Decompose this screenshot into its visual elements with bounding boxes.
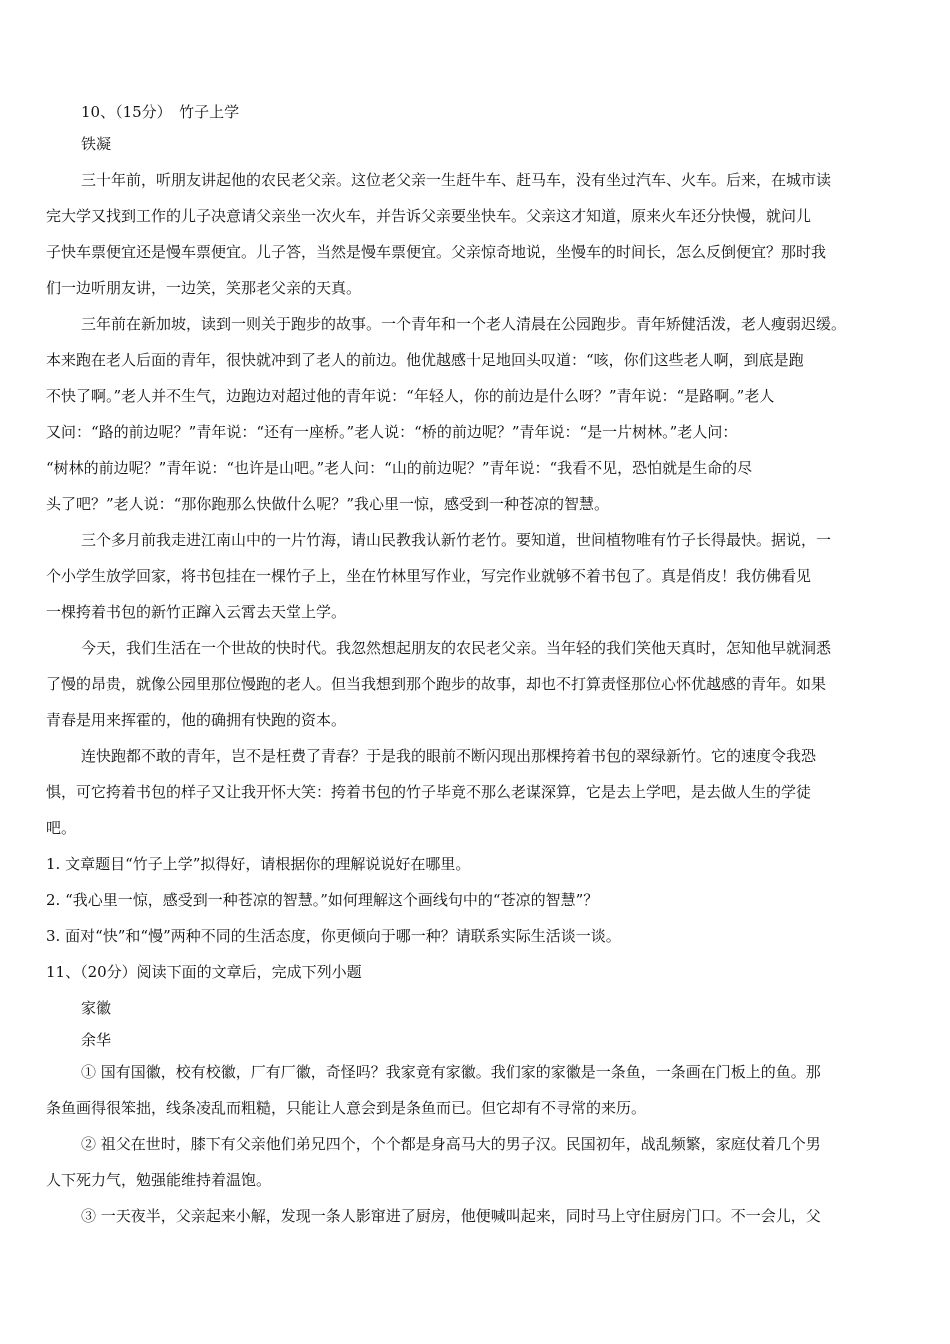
- text-line: 三个多月前我走进江南山中的一片竹海，请山民教我认新竹老竹。要知道，世间植物唯有竹子长得最快。据说，一: [81, 531, 832, 549]
- text-line: ③ 一天夜半，父亲起来小解，发现一条人影窜进了厨房，他便喊叫起来，同时马上守住厨房门口。不一会儿，父: [81, 1207, 821, 1225]
- text-line: 子快车票便宜还是慢车票便宜。儿子答，当然是慢车票便宜。父亲惊奇地说，坐慢车的时间长，怎么反倒便宜？那时我: [46, 243, 827, 261]
- question-11-header: 11、（20分）阅读下面的文章后，完成下列小题: [46, 963, 362, 981]
- text-line: 惧，可它挎着书包的样子又让我开怀大笑：挎着书包的竹子毕竟不那么老谋深算，它是去上学吧，是去做人生的学徒: [46, 783, 812, 801]
- sub-question-3: 3. 面对“快”和“慢”两种不同的生活态度，你更倾向于哪一种？请联系实际生活谈一谈。: [46, 927, 621, 945]
- text-line: 不快了啊。”老人并不生气，边跑边对超过他的青年说：“年轻人，你的前边是什么呀？”青年说：“是路啊。”老人: [46, 387, 775, 405]
- text-line: 吧。: [46, 819, 77, 837]
- text-line: 了慢的昂贵，就像公园里那位慢跑的老人。但当我想到那个跑步的故事，却也不打算责怪那位心怀优越感的青年。如果: [46, 675, 827, 693]
- question-10-author: 铁凝: [81, 135, 112, 153]
- text-line: ② 祖父在世时，膝下有父亲他们弟兄四个，个个都是身高马大的男子汉。民国初年，战乱频繁，家庭仗着几个男: [81, 1135, 821, 1153]
- text-line: 人下死力气，勉强能维持着温饱。: [46, 1171, 272, 1189]
- question-11-author: 余华: [81, 1031, 112, 1049]
- text-line: 三年前在新加坡，读到一则关于跑步的故事。一个青年和一个老人清晨在公园跑步。青年矫健活泼，老人瘦弱迟缓。: [81, 315, 847, 333]
- text-line: 三十年前，听朋友讲起他的农民老父亲。这位老父亲一生赶牛车、赶马车，没有坐过汽车、火车。后来，在城市读: [81, 171, 832, 189]
- text-line: 条鱼画得很笨拙，线条凌乱而粗糙，只能让人意会到是条鱼而已。但它却有不寻常的来历。: [46, 1099, 647, 1117]
- sub-question-1: 1. 文章题目“竹子上学”拟得好，请根据你的理解说说好在哪里。: [46, 855, 471, 873]
- question-10-header: 10、（15分） 竹子上学: [81, 103, 240, 121]
- text-line: 今天，我们生活在一个世故的快时代。我忽然想起朋友的农民老父亲。当年轻的我们笑他天真时，怎知他早就洞悉: [81, 639, 832, 657]
- text-line: 个小学生放学回家，将书包挂在一棵竹子上，坐在竹林里写作业，写完作业就够不着书包了。真是俏皮！我仿佛看见: [46, 567, 812, 585]
- question-11-article-title: 家徽: [81, 999, 112, 1017]
- text-line: 连快跑都不敢的青年，岂不是枉费了青春？于是我的眼前不断闪现出那棵挎着书包的翠绿新竹。它的速度令我恐: [81, 747, 817, 765]
- text-line: 完大学又找到工作的儿子决意请父亲坐一次火车，并告诉父亲要坐快车。父亲这才知道，原来火车还分快慢，就问儿: [46, 207, 812, 225]
- text-line: 一棵挎着书包的新竹正蹿入云霄去天堂上学。: [46, 603, 347, 621]
- text-line: 本来跑在老人后面的青年，很快就冲到了老人的前边。他优越感十足地回头叹道：“咳，你们这些老人啊，到底是跑: [46, 351, 804, 369]
- text-line: ① 国有国徽，校有校徽，厂有厂徽，奇怪吗？我家竟有家徽。我们家的家徽是一条鱼，一条画在门板上的鱼。那: [81, 1063, 821, 1081]
- text-line: 又问：“路的前边呢？”青年说：“还有一座桥。”老人说：“桥的前边呢？”青年说：“是一片树林。”老人问：: [46, 423, 738, 441]
- text-line: “树林的前边呢？”青年说：“也许是山吧。”老人问：“山的前边呢？”青年说：“我看不见，恐怕就是生命的尽: [46, 459, 753, 477]
- sub-question-2: 2. “我心里一惊，感受到一种苍凉的智慧。”如何理解这个画线句中的“苍凉的智慧”？: [46, 891, 599, 909]
- text-line: 青春是用来挥霍的，他的确拥有快跑的资本。: [46, 711, 347, 729]
- text-line: 们一边听朋友讲，一边笑，笑那老父亲的天真。: [46, 279, 362, 297]
- text-line: 头了吧？”老人说：“那你跑那么快做什么呢？”我心里一惊，感受到一种苍凉的智慧。: [46, 495, 610, 513]
